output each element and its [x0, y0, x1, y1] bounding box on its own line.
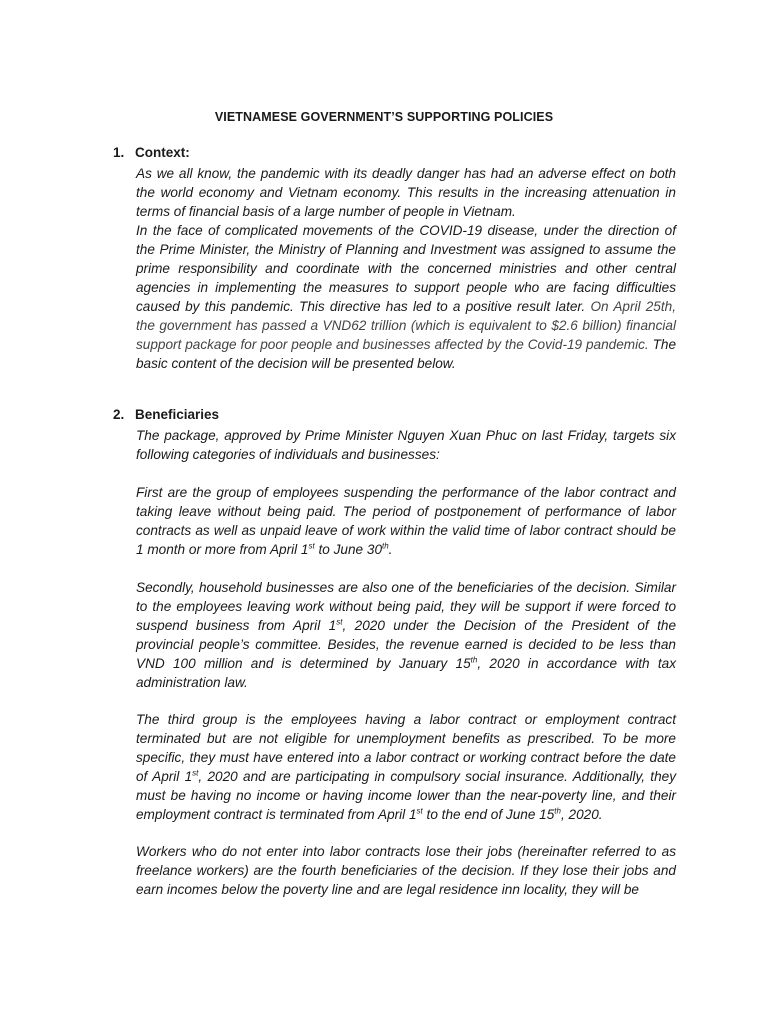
- section-heading-context: [113, 145, 190, 160]
- section-title: Context:: [135, 145, 190, 160]
- paragraph-context-2: In the face of complicated movements of the COVID-19 disease, under the direction of the Prime Minister, the Ministry of Planning and Investment was assigned to assume the prime responsibility and coordinate with the concerned ministries and other central agencies in implementing the measures to support people who are facing difficulties caused by this pandemic. This directive has led to a positive result later. On April 25th, the government has passed a VND62 trillion (which is equivalent to $2.6 billion) financial support package for poor people and businesses affected by the Covid-19 pandemic. The basic content of the decision will be presented below.: [136, 223, 677, 371]
- section-number: 1.: [113, 145, 125, 160]
- paragraph-context-1: As we all know, the pandemic with its deadly danger has had an adverse effect on both the world economy and Vietnam economy. This results in the increasing attenuation in terms of financial basis of a large number of people in Vietnam.: [136, 166, 676, 219]
- paragraph-beneficiary-fourth: Workers who do not enter into labor contracts lose their jobs (hereinafter referred to as freelance workers) are the fourth beneficiaries of the decision. If they lose their jobs and earn incomes below the poverty line and are legal residence inn locality, they will be: [136, 844, 676, 897]
- paragraph-beneficiary-first: First are the group of employees suspending the performance of the labor contract and taking leave without being paid. The period of postponement of performance of labor contracts as well as unpaid leave of work within the valid time of labor contract should be 1 month or more from April 1st to June 30th.: [136, 485, 676, 557]
- document-title: VIETNAMESE GOVERNMENT’S SUPPORTING POLICIES: [214, 110, 554, 124]
- paragraph-beneficiaries-intro: The package, approved by Prime Minister Nguyen Xuan Phuc on last Friday, targets six following categories of individuals and businesses:: [136, 428, 676, 462]
- paragraph-beneficiary-third: The third group is the employees having a labor contract or employment contract terminated but are not eligible for unemployment benefits as prescribed. To be more specific, they must have entered into a labor contract or working contract before the date of April 1st, 2020 and are participating in compulsory social insurance. Additionally, they must be having no income or having income lower than the near-poverty line, and their employment contract is terminated from April 1st to the end of June 15th, 2020.: [136, 712, 676, 822]
- section-number: 2.: [113, 407, 125, 422]
- section-heading-beneficiaries: [113, 407, 219, 422]
- paragraph-beneficiary-second: Secondly, household businesses are also one of the beneficiaries of the decision. Similar to the employees leaving work without being paid, they will be support if were forced to suspend business from April 1st, 2020 under the Decision of the President of the provincial people’s committee. Besides, the revenue earned is decided to be less than VND 100 million and is determined by January 15th, 2020 in accordance with tax administration law.: [136, 580, 677, 690]
- section-title: Beneficiaries: [135, 407, 220, 422]
